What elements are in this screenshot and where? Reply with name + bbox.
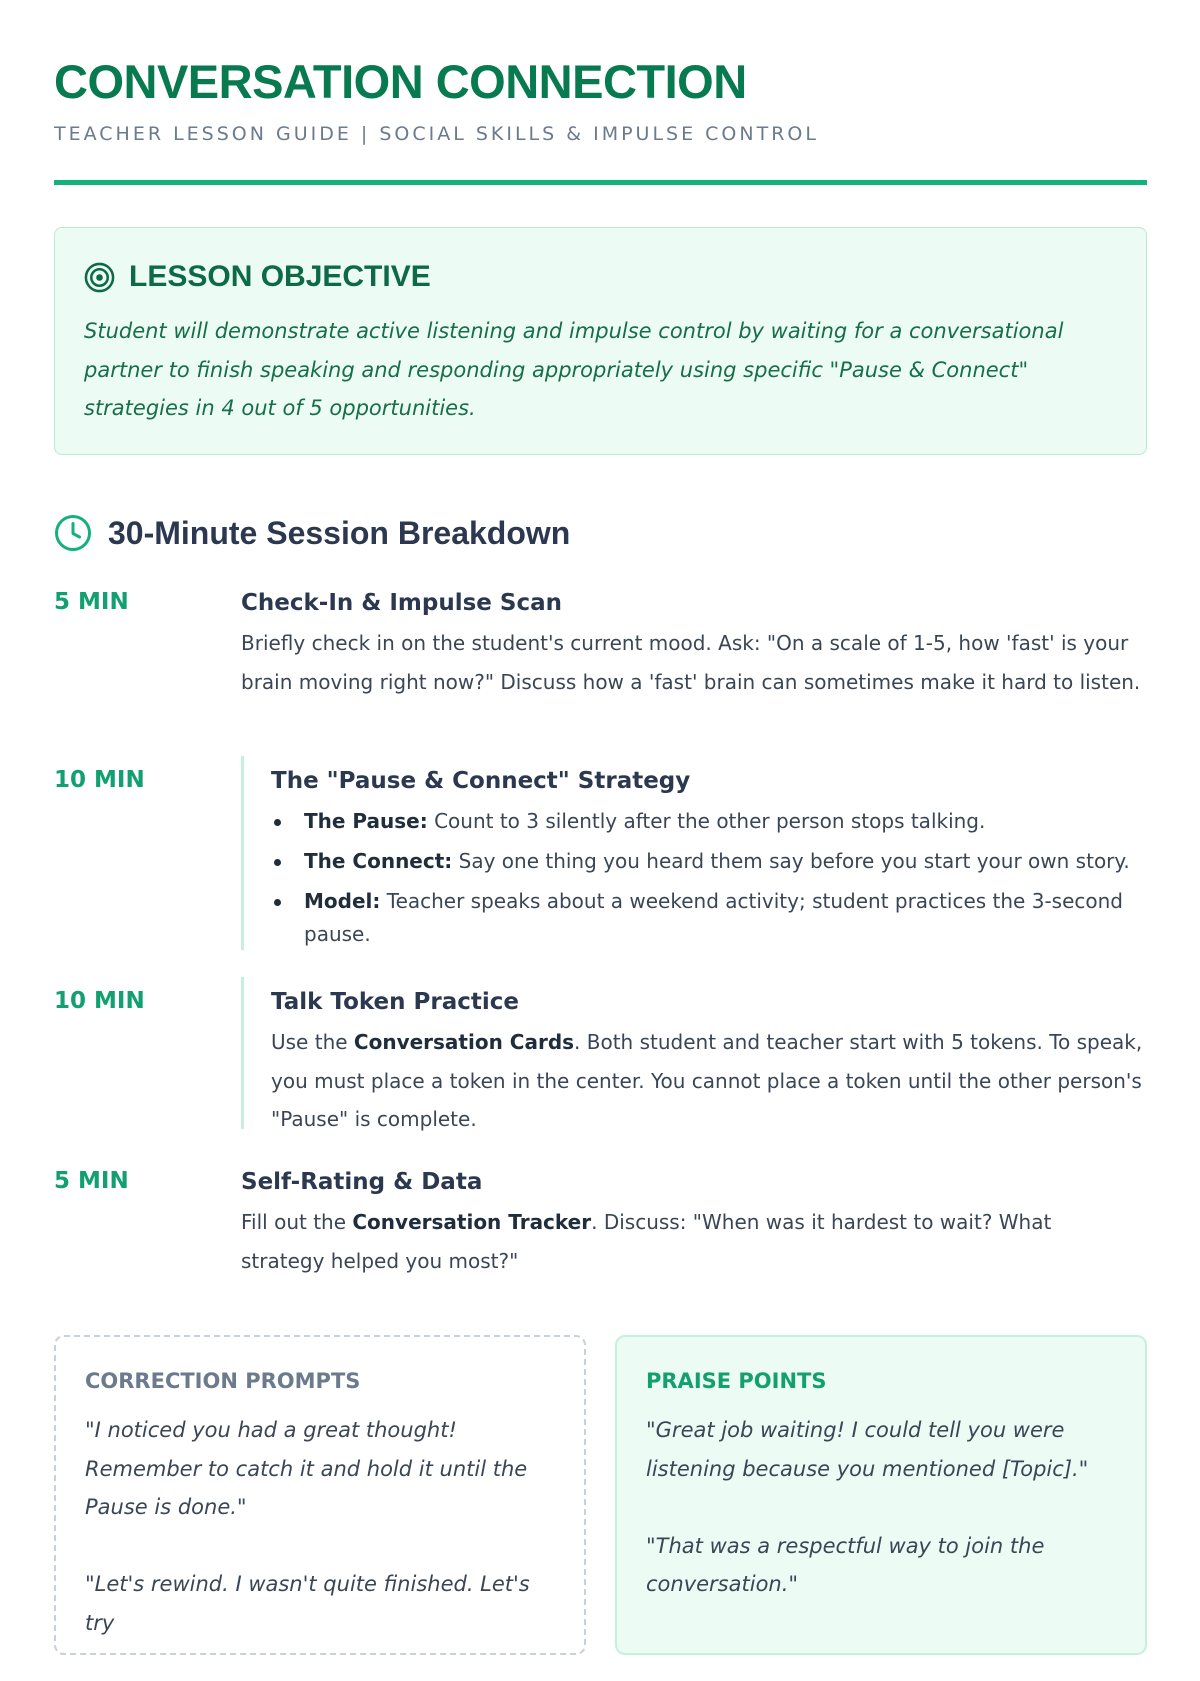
bullet-label: Model: [304,889,381,913]
correction-prompts-heading: CORRECTION PROMPTS [85,1369,361,1393]
step-duration: 5 MIN [54,1168,129,1194]
step-title: Check-In & Impulse Scan [241,590,562,616]
strategy-list [271,805,1147,951]
bullet-icon [274,819,281,826]
conversation-cards-label: Conversation Cards [353,1030,575,1054]
objective-text: Student will demonstrate active listening and impulse control by waiting for a conversational partner to finish speaking and responding appropriately using specific "Pause & Connect" strategies in 4 out of 5 opportunities. [84,319,1064,420]
correction-quote: "I noticed you had a great thought! Remember to catch it and hold it until the Pause is done." [85,1418,528,1519]
bullet-icon [274,859,281,866]
bullet-label: The Pause: [304,809,428,833]
step-title: The "Pause & Connect" Strategy [271,768,691,794]
step-title: Self-Rating & Data [241,1169,483,1195]
bullet-text: Teacher speaks about a weekend activity; student practices the 3-second pause. [304,889,1123,946]
bullet-text: Count to 3 silently after the other person stops talking. [427,809,986,833]
session-breakdown-title: 30-Minute Session Breakdown [108,514,571,551]
list-item [271,805,1147,838]
step-duration: 10 MIN [54,988,145,1014]
bullet-icon [274,899,281,906]
step-duration: 10 MIN [54,767,145,793]
list-item [271,885,1147,951]
step-title: Talk Token Practice [271,989,519,1015]
header-divider [54,180,1147,185]
step-description: Briefly check in on the student's current mood. Ask: "On a scale of 1-5, how 'fast' is your brain moving right now?" Discuss how a 'fast' brain can sometimes make it hard to listen. [241,631,1141,694]
page-subtitle: TEACHER LESSON GUIDE | SOCIAL SKILLS & IMPULSE CONTROL [54,123,819,145]
step-description: Use the Conversation Cards. Both student and teacher start with 5 tokens. To speak, you must place a token in the center. You cannot place a token until the other person's "Pause" is complete. [271,1030,1143,1131]
step-description: Fill out the Conversation Tracker. Discuss: "When was it hardest to wait? What strategy helped you most?" [241,1210,1052,1273]
list-item [271,845,1147,878]
praise-points-card [615,1335,1147,1655]
praise-quote: "Great job waiting! I could tell you were listening because you mentioned [Topic]." [646,1418,1089,1481]
praise-quote: "That was a respectful way to join the conversation." [646,1533,1045,1596]
step-body [241,589,1141,701]
session-breakdown-header [54,514,570,552]
conversation-tracker-label: Conversation Tracker [352,1210,592,1234]
bullet-label: The Connect: [304,849,453,873]
lesson-objective-box [54,227,1147,455]
page-title: CONVERSATION CONNECTION [54,55,747,108]
objective-header [84,260,431,294]
step-body [241,756,1147,950]
clock-icon [54,514,92,552]
target-icon [84,262,115,293]
step-body [241,977,1147,1129]
praise-points-list [646,1411,1116,1642]
correction-prompts-list [85,1411,555,1681]
praise-points-heading: PRAISE POINTS [646,1369,827,1393]
objective-heading: LESSON OBJECTIVE [129,260,431,293]
correction-prompts-card [54,1335,586,1655]
step-duration: 5 MIN [54,589,129,615]
correction-quote: "Let's rewind. I wasn't quite finished. Let's try [85,1572,530,1635]
bullet-text: Say one thing you heard them say before you start your own story. [452,849,1130,873]
step-body [241,1168,1141,1280]
